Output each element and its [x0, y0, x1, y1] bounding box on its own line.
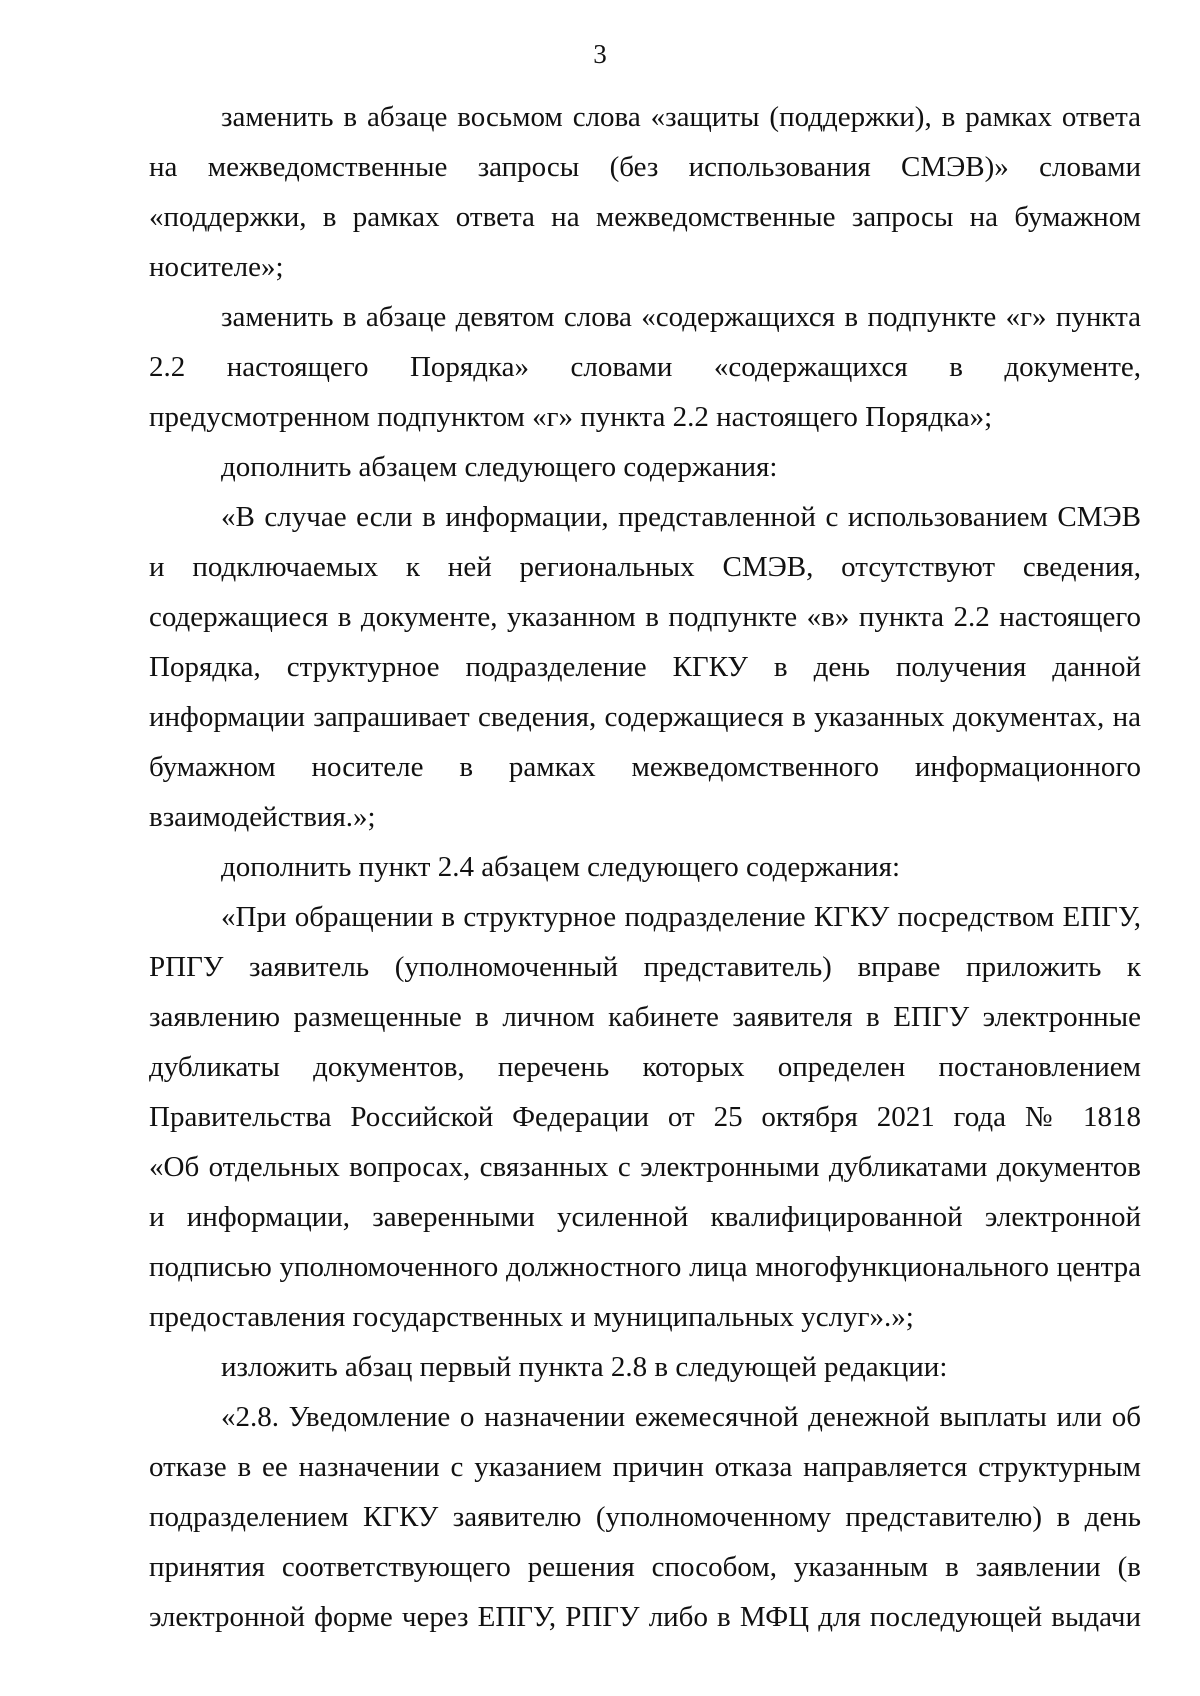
text-line: «2.8. Уведомление о назначении ежемесячной денежной выплаты или об [221, 1401, 1141, 1433]
text-line: взаимодействия.»; [149, 801, 376, 833]
text-line: принятия соответствующего решения способом, указанным в заявлении (в [149, 1551, 1141, 1583]
text-line: заявлению размещенные в личном кабинете заявителя в ЕПГУ электронные [149, 1001, 1141, 1033]
text-line: бумажном носителе в рамках межведомственного информационного [149, 751, 1141, 783]
text-line: «Об отдельных вопросах, связанных с электронными дубликатами документов [149, 1151, 1141, 1183]
document-body [149, 92, 1141, 1642]
text-line: электронной форме через ЕПГУ, РПГУ либо в МФЦ для последующей выдачи [149, 1601, 1141, 1633]
text-line: предусмотренном подпунктом «г» пункта 2.2 настоящего Порядка»; [149, 401, 993, 433]
text-line: и подключаемых к ней региональных СМЭВ, отсутствуют сведения, [149, 551, 1141, 583]
text-line: носителе»; [149, 251, 284, 283]
text-line: и информации, заверенными усиленной квалифицированной электронной [149, 1201, 1141, 1233]
text-line: на межведомственные запросы (без использования СМЭВ)» словами [149, 151, 1141, 183]
text-line: дубликаты документов, перечень которых определен постановлением [149, 1051, 1141, 1083]
text-line: изложить абзац первый пункта 2.8 в следующей редакции: [221, 1351, 948, 1383]
text-line: подразделением КГКУ заявителю (уполномоченному представителю) в день [149, 1501, 1141, 1533]
text-line: «В случае если в информации, представленной с использованием СМЭВ [221, 501, 1141, 533]
text-line: содержащиеся в документе, указанном в подпункте «в» пункта 2.2 настоящего [149, 601, 1141, 633]
text-line: дополнить пункт 2.4 абзацем следующего содержания: [221, 851, 901, 883]
text-line: информации запрашивает сведения, содержащиеся в указанных документах, на [149, 701, 1141, 733]
text-line: заменить в абзаце девятом слова «содержащихся в подпункте «г» пункта [221, 301, 1141, 333]
text-line: «При обращении в структурное подразделение КГКУ посредством ЕПГУ, [221, 901, 1141, 933]
text-line: заменить в абзаце восьмом слова «защиты (поддержки), в рамках ответа [221, 101, 1141, 133]
text-line: предоставления государственных и муниципальных услуг».»; [149, 1301, 914, 1333]
text-line: 2.2 настоящего Порядка» словами «содержащихся в документе, [149, 351, 1141, 383]
text-line: «поддержки, в рамках ответа на межведомственные запросы на бумажном [149, 201, 1141, 233]
text-line: дополнить абзацем следующего содержания: [221, 451, 778, 483]
text-line: отказе в ее назначении с указанием причин отказа направляется структурным [149, 1451, 1141, 1483]
text-line: Порядка, структурное подразделение КГКУ в день получения данной [149, 651, 1141, 683]
text-line: РПГУ заявитель (уполномоченный представитель) вправе приложить к [149, 951, 1141, 983]
text-line: подписью уполномоченного должностного лица многофункционального центра [149, 1251, 1141, 1283]
text-line: Правительства Российской Федерации от 25 октября 2021 года № 1818 [149, 1101, 1141, 1133]
page-number: 3 [593, 39, 607, 69]
